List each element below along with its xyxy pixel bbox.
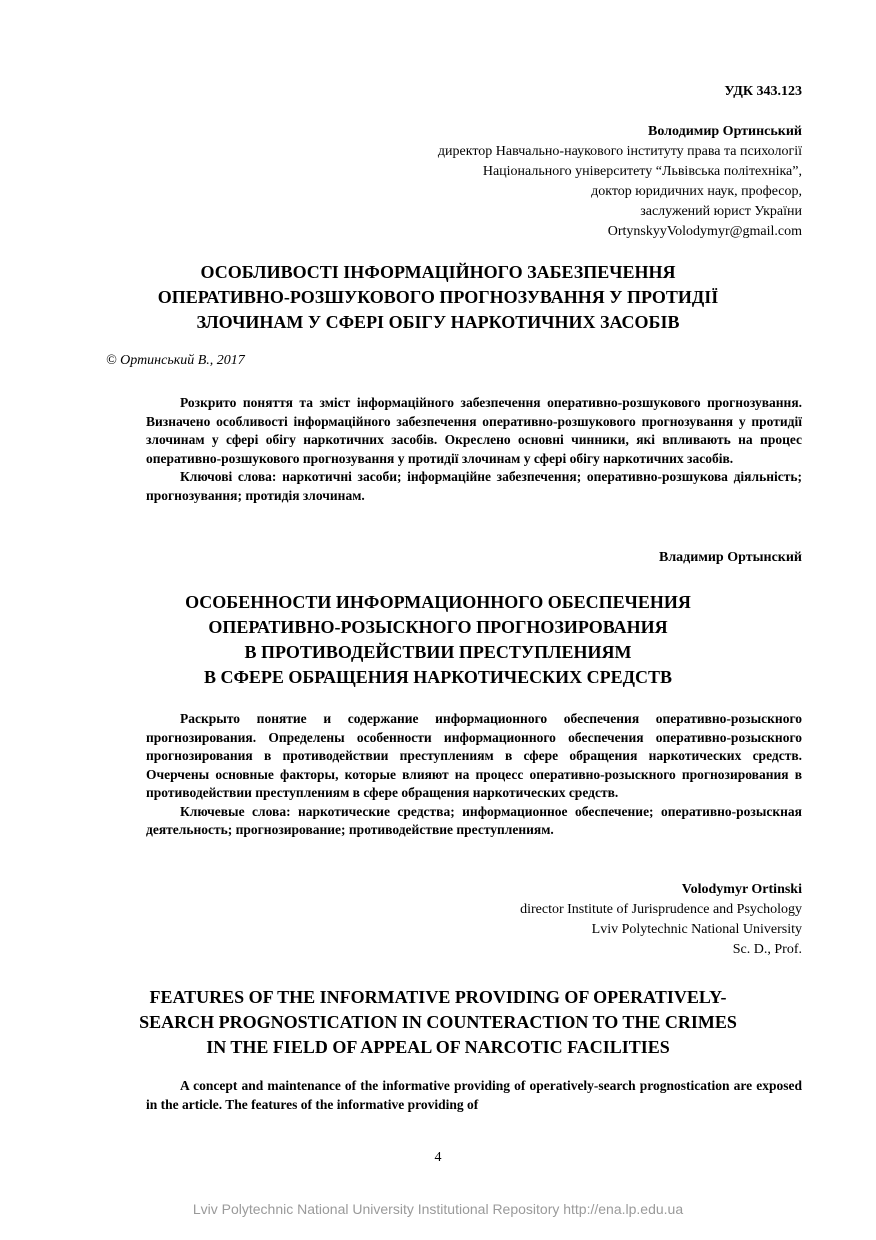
udk-code: УДК 343.123 [724,84,802,99]
en-author-block [202,880,802,960]
page-number: 4 [434,1150,442,1165]
ru-title-line: В СФЕРЕ ОБРАЩЕНИЯ НАРКОТИЧЕСКИХ СРЕДСТВ [203,667,673,687]
ru-abstract-block [146,710,802,840]
ru-keywords: Ключевые слова: наркотические средства; информационное обеспечение; оперативно-розыскная деятельность; прогнозирование; противодействие преступлениям. [146,803,802,837]
ru-title-line: ОПЕРАТИВНО-РОЗЫСКНОГО ПРОГНОЗИРОВАНИЯ [208,617,668,637]
en-author-name: Volodymyr Ortinski [681,882,802,897]
ua-author-line: директор Навчально-наукового інституту права та психології [437,144,802,159]
en-title-line: FEATURES OF THE INFORMATIVE PROVIDING OF OPERATIVELY- [149,987,727,1007]
ua-title-line: ОПЕРАТИВНО-РОЗШУКОВОГО ПРОГНОЗУВАННЯ У ПРОТИДІЇ [157,287,719,307]
en-author-line: Lviv Polytechnic National University [591,922,802,937]
ua-abstract: Розкрито поняття та зміст інформаційного забезпечення оперативно-розшукового прогнозування. Визначено особливості інформаційного забезпечення оперативно-розшукового прогнозування у протидії злочинам у сфері обігу наркотичних засобів. Окреслено основні чинники, які впливають на процес оперативно-розшукового прогнозування у протидії злочинам у сфері обігу наркотичних засобів. [146,395,802,466]
en-title [60,985,816,1060]
ua-author-email[interactable]: OrtynskyyVolodymyr@gmail.com [607,224,802,239]
en-abstract: A concept and maintenance of the informative providing of operatively-search prognostication are exposed in the article. The features of the informative providing of [146,1078,802,1112]
ua-author-line: доктор юридичних наук, професор, [591,184,802,199]
repository-footer[interactable]: Lviv Polytechnic National University Institutional Repository http://ena.lp.edu.ua [192,1201,684,1217]
copyright-notice: © Ортинський В., 2017 [106,353,245,368]
en-author-line: director Institute of Jurisprudence and Psychology [520,902,802,917]
ru-abstract: Раскрыто понятие и содержание информационного обеспечения оперативно-розыскного прогнозирования. Определены особенности информационного обеспечения оперативно-розыскного прогнозирования в противодействии преступлениям в сфере обращения наркотических средств. Очерчены основные факторы, которые влияют на процесс оперативно-розыскного прогнозирования в противодействии преступлениям в сфере обращения наркотических средств. [146,711,802,800]
ua-author-line: Національного університету “Львівська політехніка”, [482,164,802,179]
ua-author-name: Володимир Ортинський [648,124,802,139]
en-author-line: Sc. D., Prof. [732,942,802,957]
ua-author-block [202,122,802,242]
ua-title-line: ЗЛОЧИНАМ У СФЕРІ ОБІГУ НАРКОТИЧНИХ ЗАСОБІВ [196,312,680,332]
ua-keywords: Ключові слова: наркотичні засоби; інформаційне забезпечення; оперативно-розшукова діяльність; прогнозування; протидія злочинам. [146,469,802,503]
ua-author-line: заслужений юрист України [640,204,802,219]
ua-title-line: ОСОБЛИВОСТІ ІНФОРМАЦІЙНОГО ЗАБЕЗПЕЧЕННЯ [200,262,676,282]
en-title-line: SEARCH PROGNOSTICATION IN COUNTERACTION TO THE CRIMES [139,1012,737,1032]
ua-title [60,260,816,335]
ua-abstract-block [146,394,802,505]
ru-title-line: ОСОБЕННОСТИ ИНФОРМАЦИОННОГО ОБЕСПЕЧЕНИЯ [185,592,691,612]
ru-title [60,590,816,690]
ru-title-line: В ПРОТИВОДЕЙСТВИИ ПРЕСТУПЛЕНИЯМ [244,642,632,662]
en-abstract-block [146,1077,802,1114]
ru-author-name: Владимир Ортынский [658,550,802,565]
en-title-line: IN THE FIELD OF APPEAL OF NARCOTIC FACILITIES [206,1037,670,1057]
